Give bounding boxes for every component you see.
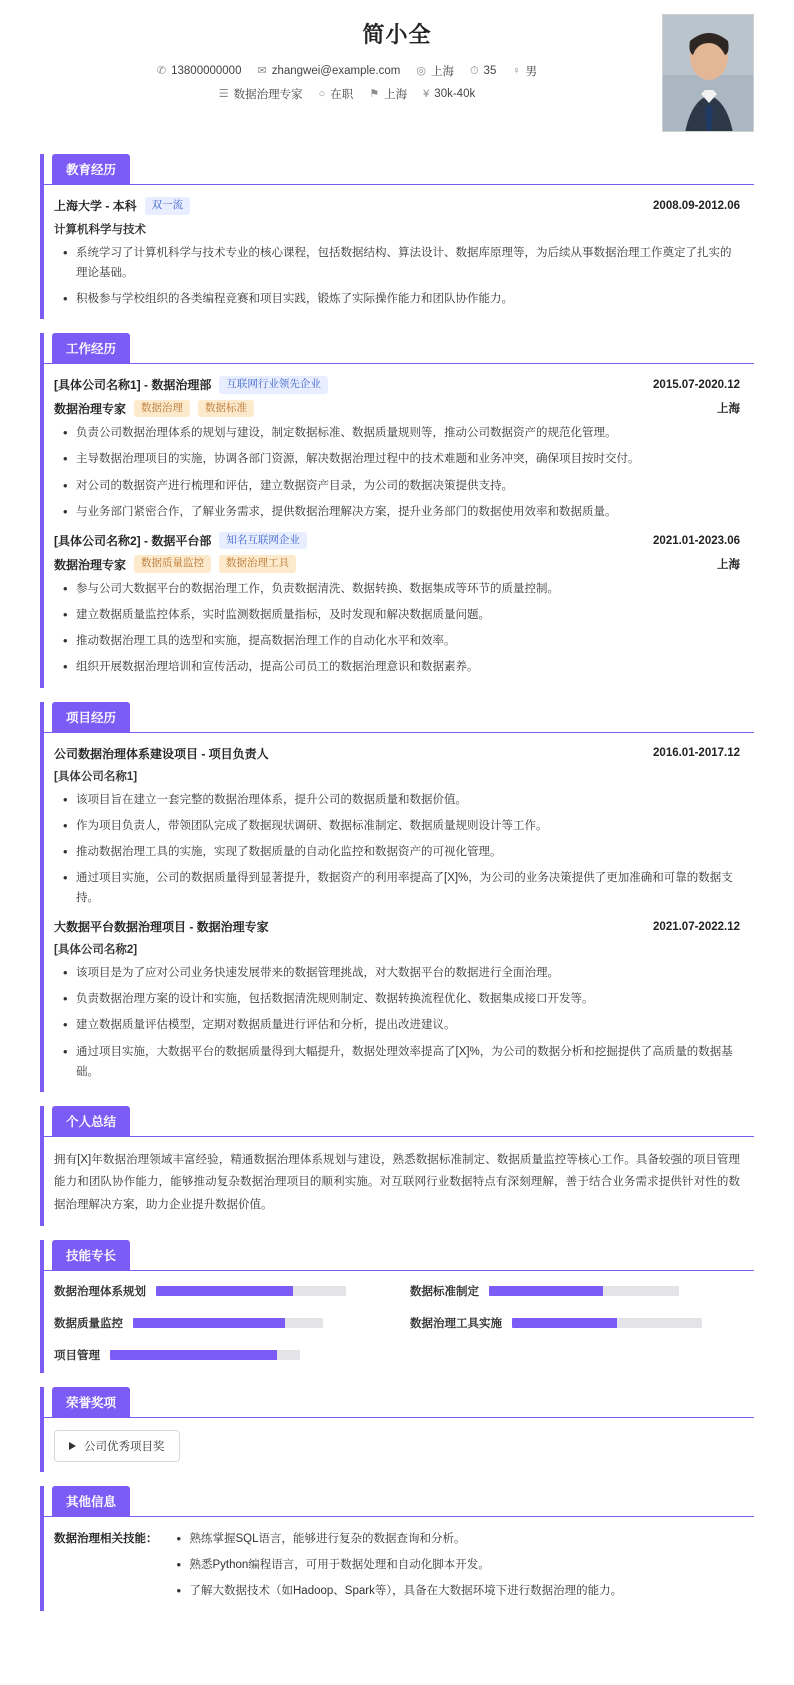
education-bullets: [60, 243, 740, 309]
school-tag: 双一流: [145, 197, 191, 215]
skill-bar: [110, 1350, 300, 1360]
education-entry-left: [54, 197, 190, 215]
company-tag: 互联网行业领先企业: [219, 376, 328, 394]
contact-item: [470, 65, 496, 77]
section-other: [0, 1486, 794, 1611]
section-header-wrap: [40, 1387, 754, 1417]
contact-text: 上海: [384, 89, 408, 101]
work-date: 2015.07-2020.12: [653, 378, 740, 391]
work-entry-line: [54, 376, 740, 394]
section-projects: [0, 702, 794, 1092]
contact-text: 35: [483, 65, 497, 77]
company-name: [具体公司名称2] - 数据平台部: [54, 534, 212, 549]
work-entry: [54, 532, 740, 678]
work-bullet: • 主导数据治理项目的实施，协调各部门资源，解决数据治理过程中的技术难题和业务冲突，确保项目按时交付。: [60, 449, 740, 469]
contact-text: 男: [525, 66, 538, 78]
education-bullet: • 系统学习了计算机科学与技术专业的核心课程，包括数据结构、算法设计、数据库原理等，为后续从事数据治理工作奠定了扎实的理论基础。: [60, 243, 740, 283]
project-bullet: • 该项目旨在建立一套完整的数据治理体系，提升公司的数据质量和数据价值。: [60, 790, 740, 810]
skill-bar: [489, 1286, 679, 1296]
briefcase-icon: ☰: [218, 87, 229, 100]
contact-row-primary: [40, 63, 754, 79]
work-bullet: • 参与公司大数据平台的数据治理工作，负责数据清洗、数据转换、数据集成等环节的质量控制。: [60, 579, 740, 599]
contact-item: [157, 65, 242, 77]
work-role-left: [54, 555, 296, 573]
city-icon: ⚑: [369, 87, 380, 100]
other-bullet: • 了解大数据技术（如Hadoop、Spark等），具备在大数据环境下进行数据治理的能力。: [174, 1581, 741, 1601]
avatar: [662, 14, 754, 132]
section-title-summary: 个人总结: [52, 1106, 130, 1136]
contact-row-secondary: [40, 86, 754, 102]
contact-text: 上海: [430, 66, 454, 78]
project-entry-line: [54, 745, 740, 762]
work-entry-left: [54, 532, 307, 550]
work-role-line: [54, 400, 740, 418]
section-body-other: [40, 1516, 754, 1611]
contact-text: 13800000000: [171, 65, 242, 77]
contact-text: zhangwei@example.com: [271, 65, 401, 77]
education-date: 2008.09-2012.06: [653, 199, 740, 212]
skill-bar-fill: [133, 1318, 285, 1328]
other-bullet: • 熟悉Python编程语言，可用于数据处理和自动化脚本开发。: [174, 1555, 741, 1575]
section-body-projects: [40, 732, 754, 1092]
skill-row: [410, 1283, 740, 1299]
company-name: [具体公司名称1] - 数据治理部: [54, 378, 212, 393]
project-bullet: • 推动数据治理工具的实施，实现了数据质量的自动化监控和数据资产的可视化管理。: [60, 842, 740, 862]
section-title-skills: 技能专长: [52, 1240, 130, 1270]
work-role-line: [54, 555, 740, 573]
work-bullets: [60, 579, 740, 678]
project-bullet: • 该项目是为了应对公司业务快速发展带来的数据管理挑战，对大数据平台的数据进行全面治理。: [60, 963, 740, 983]
section-title-education: 教育经历: [52, 154, 130, 184]
work-bullet: • 组织开展数据治理培训和宣传活动，提高公司员工的数据治理意识和数据素养。: [60, 657, 740, 677]
contact-item: [369, 86, 407, 102]
project-entry: [54, 745, 740, 909]
other-list: [168, 1529, 741, 1601]
skill-name: 数据质量监控: [54, 1318, 123, 1331]
location-icon: ◎: [416, 64, 426, 77]
project-bullets: [60, 963, 740, 1082]
age-icon: ⏱: [469, 64, 479, 77]
skills-grid: [54, 1283, 740, 1363]
education-entry-line: [54, 197, 740, 215]
section-work: [0, 333, 794, 688]
resume-header: [0, 0, 794, 140]
skill-row: [54, 1347, 384, 1363]
project-bullets: [60, 790, 740, 909]
project-bullet: • 作为项目负责人，带领团队完成了数据现状调研、数据标准制定、数据质量规则设计等工作。: [60, 816, 740, 836]
section-body-summary: [40, 1136, 754, 1226]
section-honors: [0, 1387, 794, 1472]
work-bullet: • 与业务部门紧密合作，了解业务需求，提供数据治理解决方案，提升业务部门的数据使用效率和数据质量。: [60, 502, 740, 522]
role-name: 数据治理专家: [54, 401, 127, 416]
status-icon: ○: [318, 87, 326, 100]
contact-item: [219, 86, 303, 102]
work-role-left: [54, 400, 254, 418]
work-entry-line: [54, 532, 740, 550]
role-tag: 数据质量监控: [134, 555, 211, 573]
work-location: 上海: [717, 403, 740, 416]
work-location: 上海: [717, 559, 740, 572]
skill-row: [410, 1315, 740, 1331]
skill-name: 项目管理: [54, 1350, 100, 1363]
section-summary: [0, 1106, 794, 1226]
project-company: [具体公司名称1]: [54, 770, 138, 783]
work-date: 2021.01-2023.06: [653, 534, 740, 547]
contact-item: [257, 65, 400, 77]
project-bullet: • 负责数据治理方案的设计和实施，包括数据清洗规则制定、数据转换流程优化、数据集成接口开发等。: [60, 989, 740, 1009]
section-education: [0, 154, 794, 319]
skill-bar-fill: [489, 1286, 603, 1296]
role-tag: 数据标准: [198, 400, 254, 418]
other-bullet: • 熟练掌握SQL语言，能够进行复杂的数据查询和分析。: [174, 1529, 741, 1549]
project-entry: [54, 918, 740, 1082]
project-date: 2021.07-2022.12: [653, 920, 740, 933]
project-date: 2016.01-2017.12: [653, 747, 740, 760]
role-tag: 数据治理: [134, 400, 190, 418]
skill-bar-fill: [512, 1318, 617, 1328]
section-skills: [0, 1240, 794, 1373]
salary-icon: ¥: [423, 87, 430, 100]
education-bullet: • 积极参与学校组织的各类编程竞赛和项目实践，锻炼了实际操作能力和团队协作能力。: [60, 289, 740, 309]
contact-item: [319, 86, 354, 102]
project-bullet: • 建立数据质量评估模型，定期对数据质量进行评估和分析，提出改进建议。: [60, 1015, 740, 1035]
skill-name: 数据治理体系规划: [54, 1286, 146, 1299]
contact-text: 在职: [330, 89, 354, 101]
section-header-wrap: [40, 1240, 754, 1270]
project-entry-line: [54, 918, 740, 935]
section-header-wrap: [40, 333, 754, 363]
section-header-wrap: [40, 1486, 754, 1516]
project-name: 公司数据治理体系建设项目 - 项目负责人: [54, 746, 269, 761]
honor-item[interactable]: [54, 1430, 180, 1462]
skill-bar-fill: [156, 1286, 293, 1296]
work-entry-left: [54, 376, 328, 394]
mail-icon: ✉: [257, 64, 267, 77]
section-header-wrap: [40, 154, 754, 184]
skill-name: 数据标准制定: [410, 1286, 479, 1299]
skill-bar-fill: [110, 1350, 277, 1360]
section-title-projects: 项目经历: [52, 702, 130, 732]
project-company: [具体公司名称2]: [54, 944, 138, 957]
other-row: [54, 1529, 740, 1601]
other-label: 数据治理相关技能：: [54, 1533, 158, 1546]
contact-text: 30k-40k: [434, 88, 476, 100]
phone-icon: ✆: [156, 64, 167, 77]
project-bullet: • 通过项目实施，公司的数据质量得到显著提升，数据资产的利用率提高了[X]%，为公司的业务决策提供了更加准确和可靠的数据支持。: [60, 868, 740, 908]
major-name: 计算机科学与技术: [54, 223, 146, 236]
project-bullet: • 通过项目实施，大数据平台的数据质量得到大幅提升，数据处理效率提高了[X]%，为公司的数据分析和挖掘提供了高质量的数据基础。: [60, 1042, 740, 1082]
work-entry: [54, 376, 740, 522]
section-body-honors: [40, 1417, 754, 1472]
skill-row: [54, 1283, 384, 1299]
company-tag: 知名互联网企业: [219, 532, 307, 550]
education-entry: [54, 197, 740, 309]
section-header-wrap: [40, 702, 754, 732]
work-bullet: • 建立数据质量监控体系，实时监测数据质量指标，及时发现和解决数据质量问题。: [60, 605, 740, 625]
section-body-skills: [40, 1270, 754, 1373]
skill-name: 数据治理工具实施: [410, 1318, 502, 1331]
gender-icon: ♀: [512, 64, 521, 77]
skill-bar: [512, 1318, 702, 1328]
work-bullet: • 推动数据治理工具的选型和实施，提高数据治理工作的自动化水平和效率。: [60, 631, 740, 651]
contact-item: [423, 88, 475, 100]
section-title-honors: 荣誉奖项: [52, 1387, 130, 1417]
section-header-wrap: [40, 1106, 754, 1136]
work-bullet: • 负责公司数据治理体系的规划与建设，制定数据标准、数据质量规则等，推动公司数据资产的规范化管理。: [60, 423, 740, 443]
skill-bar: [133, 1318, 323, 1328]
other-bullets: [174, 1529, 741, 1601]
section-title-other: 其他信息: [52, 1486, 130, 1516]
work-bullet: • 对公司的数据资产进行梳理和评估，建立数据资产目录，为公司的数据决策提供支持。: [60, 476, 740, 496]
project-name: 大数据平台数据治理项目 - 数据治理专家: [54, 920, 269, 935]
section-title-work: 工作经历: [52, 333, 130, 363]
skill-bar: [156, 1286, 346, 1296]
summary-text: 拥有[X]年数据治理领域丰富经验，精通数据治理体系规划与建设，熟悉数据标准制定、数据质量监控等核心工作。具备较强的项目管理能力和团队协作能力，能够推动复杂数据治理项目的顺利实施。对互联网行业数据特点有深刻理解，善于结合业务需求提供针对性的数据治理解决方案，助力企业提升数据价值。: [54, 1153, 740, 1211]
role-tag: 数据治理工具: [219, 555, 296, 573]
role-name: 数据治理专家: [54, 557, 127, 572]
school-name: 上海大学 - 本科: [54, 199, 137, 214]
work-bullets: [60, 423, 740, 522]
page-title: 简小全: [362, 22, 432, 47]
section-body-work: [40, 363, 754, 688]
contact-item: [512, 63, 537, 79]
play-triangle-icon: [69, 1442, 76, 1450]
section-body-education: [40, 184, 754, 319]
contact-item: [416, 63, 454, 79]
skill-row: [54, 1315, 384, 1331]
contact-text: 数据治理专家: [233, 89, 303, 101]
honor-label: 公司优秀项目奖: [84, 1441, 165, 1454]
